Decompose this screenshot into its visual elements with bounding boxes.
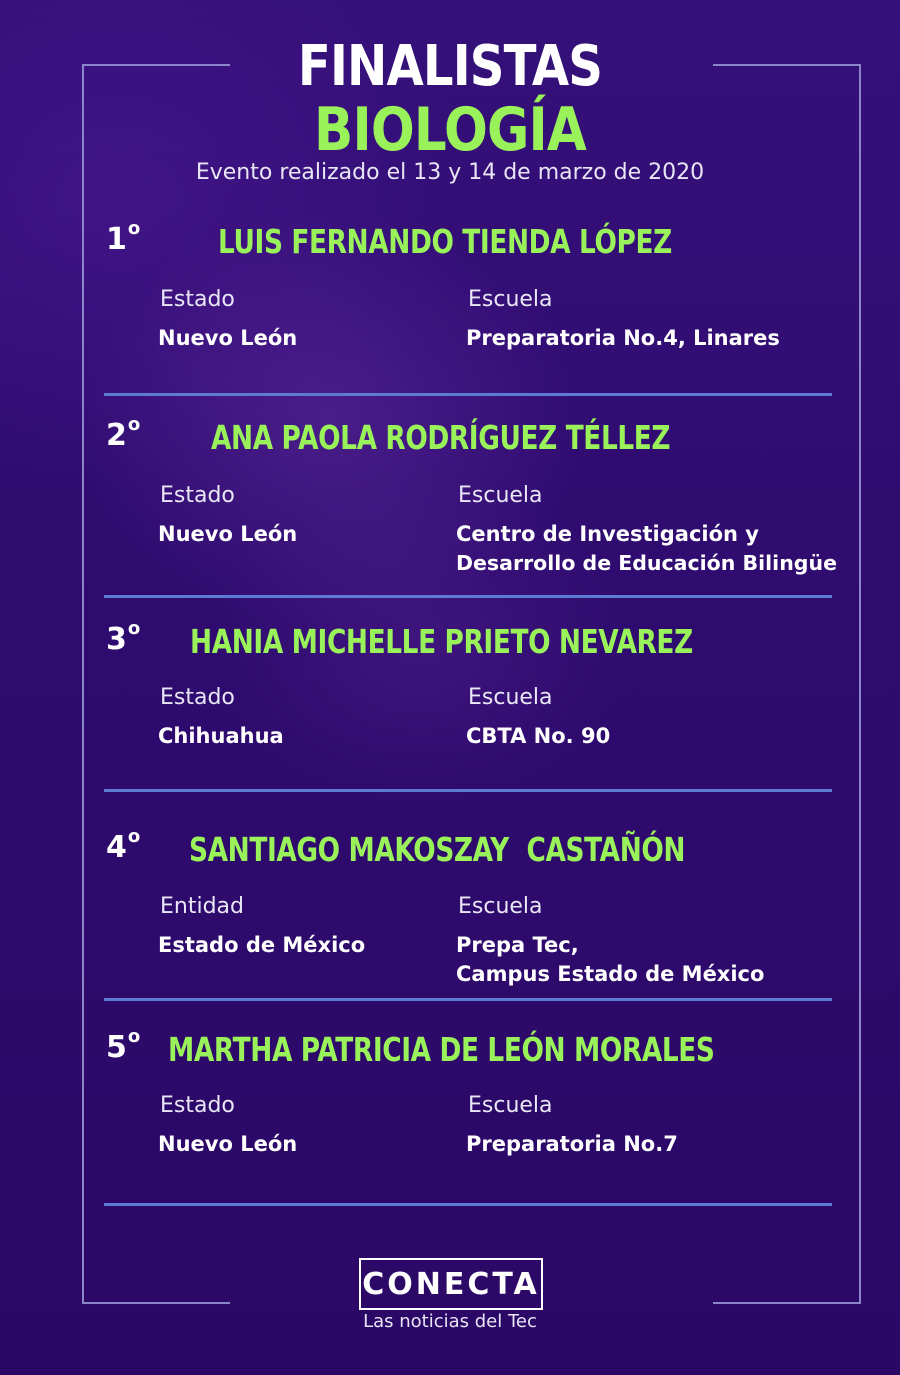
finalist-2-school-value-line-1: Centro de Investigación y — [456, 522, 759, 546]
logo-tagline: Las noticias del Tec — [363, 1311, 537, 1332]
rank-4: 4$^o$ — [106, 826, 141, 865]
finalist-3-name: HANIA MICHELLE PRIETO NEVAREZ — [190, 622, 693, 661]
separator-1 — [104, 393, 832, 396]
finalist-2-state-label: Estado — [160, 483, 235, 508]
finalist-1-school-label: Escuela — [468, 287, 553, 312]
finalist-3-school-label: Escuela — [468, 685, 553, 710]
rank-2: 2$^o$ — [106, 414, 141, 453]
finalist-5-school-value: Preparatoria No.7 — [466, 1132, 678, 1156]
finalist-5-state-label: Estado — [160, 1093, 235, 1118]
separator-2 — [104, 595, 832, 598]
finalist-3-state-value: Chihuahua — [158, 724, 284, 748]
frame-left — [82, 64, 84, 1304]
separator-4 — [104, 998, 832, 1001]
finalist-5-state-value: Nuevo León — [158, 1132, 298, 1156]
page-title: FINALISTAS — [297, 34, 603, 99]
finalist-3-school-value: CBTA No. 90 — [466, 724, 611, 748]
separator-5 — [104, 1203, 832, 1206]
rank-3: 3$^o$ — [106, 618, 141, 657]
finalist-1-name: LUIS FERNANDO TIENDA LÓPEZ — [218, 222, 672, 261]
rank-1: 1$^o$ — [106, 218, 141, 257]
frame-bottom-left — [82, 1302, 230, 1304]
finalist-2-school-label: Escuela — [458, 483, 543, 508]
frame-right — [859, 64, 861, 1304]
finalist-3-state-label: Estado — [160, 685, 235, 710]
finalist-5-name: MARTHA PATRICIA DE LEÓN MORALES — [168, 1030, 715, 1069]
rank-5: 5$^o$ — [106, 1026, 141, 1065]
conecta-logo — [359, 1258, 543, 1310]
separator-3 — [104, 789, 832, 792]
finalist-2-school-value-line-2: Desarrollo de Educación Bilingüe — [456, 551, 837, 575]
finalist-1-state-value: Nuevo León — [158, 326, 298, 350]
finalist-4-school-value-line-2: Campus Estado de México — [456, 962, 765, 986]
finalist-4-name: SANTIAGO MAKOSZAY CASTAÑÓN — [189, 830, 686, 869]
conecta-logo-text: CONECTA — [362, 1266, 540, 1302]
finalist-2-name: ANA PAOLA RODRÍGUEZ TÉLLEZ — [211, 418, 671, 457]
finalist-4-school-value-line-1: Prepa Tec, — [456, 933, 579, 957]
event-date-text: Evento realizado el 13 y 14 de marzo de 2020 — [195, 160, 705, 185]
finalist-1-state-label: Estado — [160, 287, 235, 312]
finalist-2-state-value: Nuevo León — [158, 522, 298, 546]
finalist-1-school-value: Preparatoria No.4, Linares — [466, 326, 780, 350]
page-subject-title: BIOLOGÍA — [314, 95, 586, 165]
finalist-5-school-label: Escuela — [468, 1093, 553, 1118]
frame-bottom-right — [713, 1302, 861, 1304]
finalist-4-entity-label: Entidad — [160, 894, 244, 919]
finalist-4-entity-value: Estado de México — [158, 933, 366, 957]
finalist-4-school-label: Escuela — [458, 894, 543, 919]
